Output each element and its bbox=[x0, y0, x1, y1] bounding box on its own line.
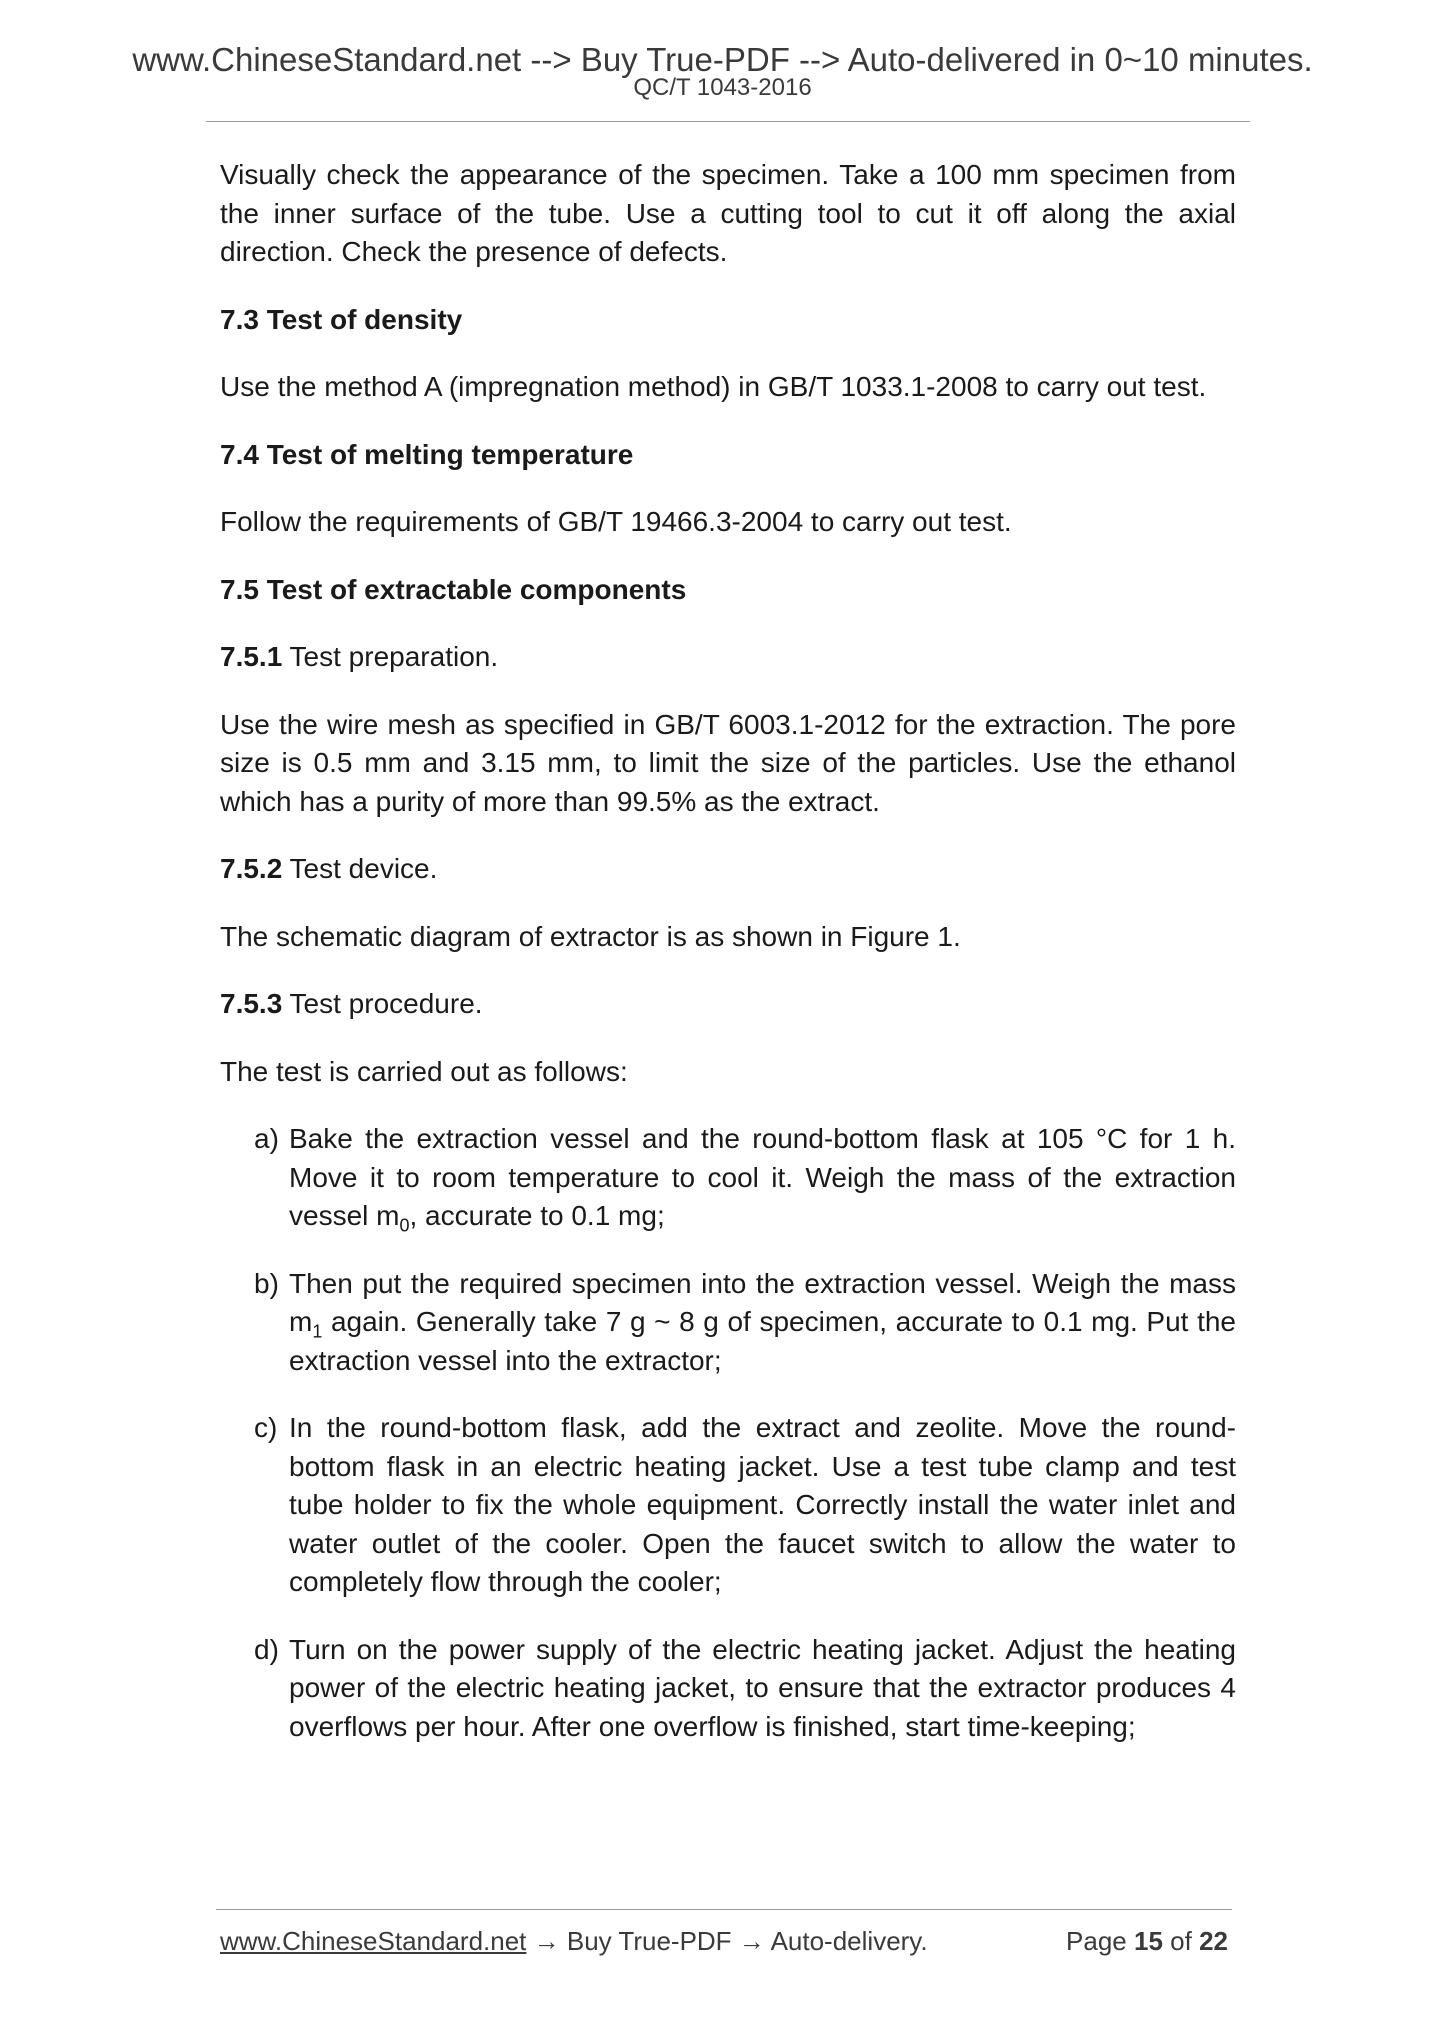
page-total: 22 bbox=[1199, 1926, 1228, 1956]
header-divider bbox=[206, 121, 1250, 122]
section-7-5-1-text: Use the wire mesh as specified in GB/T 6003.1-2012 for the extraction. The pore size is 0.5 mm and 3.15 mm, to limit the size of the particles. Use the ethanol which has a purity of more than 99.5% as the extract. bbox=[220, 708, 1236, 817]
page-footer bbox=[220, 1925, 1236, 1957]
section-7-3-heading: 7.3 Test of density bbox=[220, 303, 463, 335]
procedure-list bbox=[220, 1120, 1236, 1746]
section-7-5-2-heading bbox=[220, 850, 1236, 889]
intro-paragraph: Visually check the appearance of the specimen. Take a 100 mm specimen from the inner surface of the tube. Use a cutting tool to cut it off along the axial direction. Check the presence of defects. bbox=[220, 159, 1236, 267]
header-banner: www.ChineseStandard.net --> Buy True-PDF --> Auto-delivered in 0~10 minutes. bbox=[132, 41, 1313, 78]
section-title: Test device. bbox=[282, 853, 438, 884]
section-7-5-3-text: The test is carried out as follows: bbox=[220, 1055, 628, 1087]
footer-site-link[interactable]: www.ChineseStandard.net bbox=[220, 1926, 527, 1956]
section-number: 7.5.2 bbox=[220, 853, 283, 884]
section-7-5-3-heading bbox=[220, 985, 1236, 1024]
list-item: a) Bake the extraction vessel and the round-bottom flask at 105 °C for 1 h. Move it to room temperature to cool it. Weigh the mass of the extraction vessel $m_0$, accurate to 0.1 mg; bbox=[220, 1120, 1236, 1236]
list-item: c) In the round-bottom flask, add the extract and zeolite. Move the round-bottom flask in an electric heating jacket. Use a test tube clamp and test tube holder to fix the whole equipment. Correctly install the water inlet and water outlet of the cooler. Open the faucet switch to allow the water to completely flow through the cooler; bbox=[220, 1409, 1236, 1602]
section-7-4-heading: 7.4 Test of melting temperature bbox=[220, 438, 634, 470]
page-indicator: Page 15 of 22 bbox=[1066, 1926, 1228, 1956]
section-7-4-text: Follow the requirements of GB/T 19466.3-2004 to carry out test. bbox=[220, 506, 1012, 537]
section-title: Test procedure. bbox=[282, 988, 483, 1019]
page-body bbox=[220, 156, 1236, 1775]
list-item: b) Then put the required specimen into the extraction vessel. Weigh the mass $m_1$ again. Generally take 7 g ~ 8 g of specimen, accurate to 0.1 mg. Put the extraction vessel into the extractor; bbox=[220, 1265, 1236, 1381]
footer-divider bbox=[216, 1909, 1232, 1910]
list-marker: a) bbox=[254, 1123, 279, 1154]
section-number: 7.5.1 bbox=[220, 641, 283, 672]
section-number: 7.5.3 bbox=[220, 988, 283, 1019]
footer-tagline: → Buy True-PDF → Auto-delivery. bbox=[526, 1926, 928, 1956]
document-id: QC/T 1043-2016 bbox=[633, 74, 812, 101]
page-number: 15 bbox=[1134, 1926, 1163, 1956]
list-item: d) Turn on the power supply of the electric heating jacket. Adjust the heating power of the electric heating jacket, to ensure that the extractor produces 4 overflows per hour. After one overflow is finished, start time-keeping; bbox=[220, 1631, 1236, 1747]
section-7-5-2-text: The schematic diagram of extractor is as shown in Figure 1. bbox=[220, 920, 961, 952]
section-7-5-heading: 7.5 Test of extractable components bbox=[220, 573, 687, 605]
list-marker: d) bbox=[254, 1633, 279, 1665]
list-marker: c) bbox=[254, 1412, 278, 1443]
section-title: Test preparation. bbox=[282, 641, 499, 672]
list-marker: b) bbox=[254, 1267, 279, 1299]
section-7-3-text: Use the method A (impregnation method) in GB/T 1033.1-2008 to carry out test. bbox=[220, 371, 1207, 402]
section-7-5-1-heading bbox=[220, 638, 1236, 677]
